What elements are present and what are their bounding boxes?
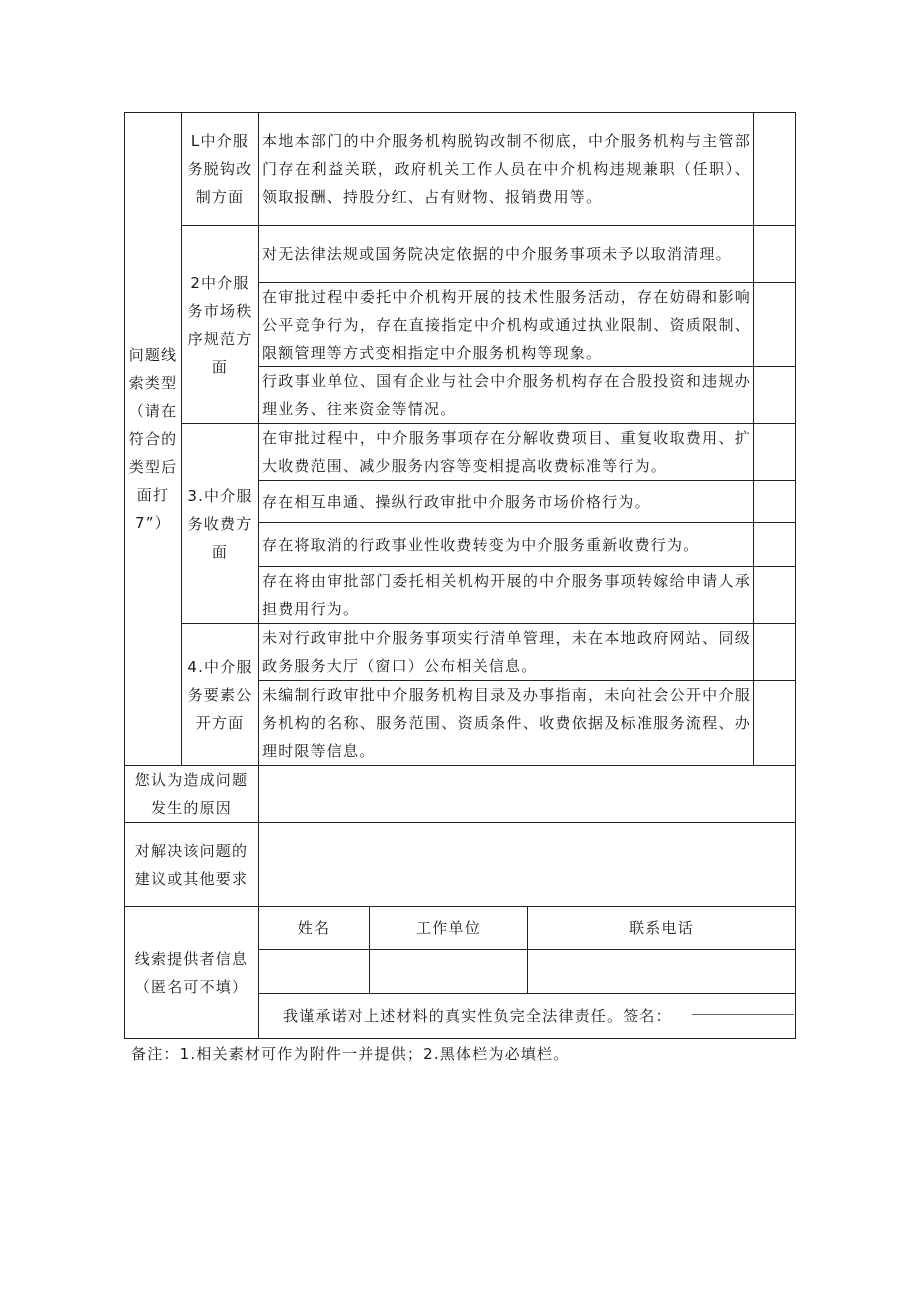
item-description: 未对行政审批中介服务事项实行清单管理，未在本地政府网站、同级政务服务大厅（窗口）公布相关信息。 (262, 629, 751, 675)
item-description: 存在相互串通、操纵行政审批中介服务市场价格行为。 (262, 492, 651, 511)
check-cell[interactable] (754, 424, 795, 480)
table-border-right (795, 112, 796, 1039)
row-header-problem-type: 问题线索类型（请在符合的类型后面打7”） (128, 346, 178, 532)
table-border-bottom (124, 1038, 796, 1039)
suggestion-input[interactable] (259, 823, 795, 906)
provider-label: 线索提供者信息（匿名可不填） (134, 949, 249, 996)
item-description: 对无法律法规或国务院决定依据的中介服务事项未予以取消清理。 (262, 245, 732, 263)
category-label-4: 4.中介服务要素公开方面 (187, 657, 253, 732)
commitment-statement: 我谨承诺对上述材料的真实性负完全法律责任。签名： (283, 1007, 672, 1025)
check-cell[interactable] (754, 567, 795, 623)
item-description: 存在将取消的行政事业性收费转变为中介服务重新收费行为。 (262, 535, 700, 554)
check-cell[interactable] (754, 283, 795, 366)
work-unit-header: 工作单位 (416, 919, 481, 937)
suggestion-label: 对解决该问题的建议或其他要求 (134, 841, 249, 888)
work-unit-input[interactable] (370, 950, 527, 993)
reason-input[interactable] (259, 766, 795, 822)
item-description: 本地本部门的中介服务机构脱钩改制不彻底，中介服务机构与主管部门存在利益关联，政府机关工作人员在中介机构违规兼职（任职）、领取报酬、持股分红、占有财物、报销费用等。 (262, 132, 751, 206)
item-description: 存在将由审批部门委托相关机构开展的中介服务事项转嫁给申请人承担费用行为。 (262, 572, 751, 618)
reason-label: 您认为造成问题发生的原因 (134, 771, 249, 817)
name-input[interactable] (259, 950, 369, 993)
check-cell[interactable] (754, 481, 795, 522)
item-description: 行政事业单位、国有企业与社会中介服务机构存在合股投资和违规办理业务、往来资金等情况。 (262, 372, 751, 418)
phone-input[interactable] (528, 950, 795, 993)
check-cell[interactable] (754, 681, 795, 765)
category-label-2: 2中介服务市场秩序规范方面 (187, 273, 253, 376)
phone-header: 联系电话 (629, 919, 694, 937)
item-description: 在审批过程中委托中介机构开展的技术性服务活动，存在妨碍和影响公平竞争行为，存在直接指定中介机构或通过执业限制、资质限制、限额管理等方式变相指定中介服务机构等现象。 (262, 287, 751, 362)
category-label-3: 3.中介服务收费方面 (187, 486, 253, 561)
footnote: 备注：1.相关素材可作为附件一并提供；2.黑体栏为必填栏。 (131, 1045, 570, 1063)
check-cell[interactable] (754, 226, 795, 282)
check-cell[interactable] (754, 113, 795, 225)
check-cell[interactable] (754, 367, 795, 423)
check-cell[interactable] (754, 523, 795, 566)
signature-line[interactable] (692, 1014, 794, 1015)
check-cell[interactable] (754, 624, 795, 680)
name-header: 姓名 (297, 919, 331, 937)
item-description: 未编制行政审批中介服务机构目录及办事指南，未向社会公开中介服务机构的名称、服务范围、资质条件、收费依据及标准服务流程、办理时限等信息。 (262, 686, 751, 760)
category-label-1: L中介服务脱钩改制方面 (187, 132, 253, 206)
item-description: 在审批过程中，中介服务事项存在分解收费项目、重复收取费用、扩大收费范围、减少服务内容等变相提高收费标准等行为。 (262, 429, 751, 475)
